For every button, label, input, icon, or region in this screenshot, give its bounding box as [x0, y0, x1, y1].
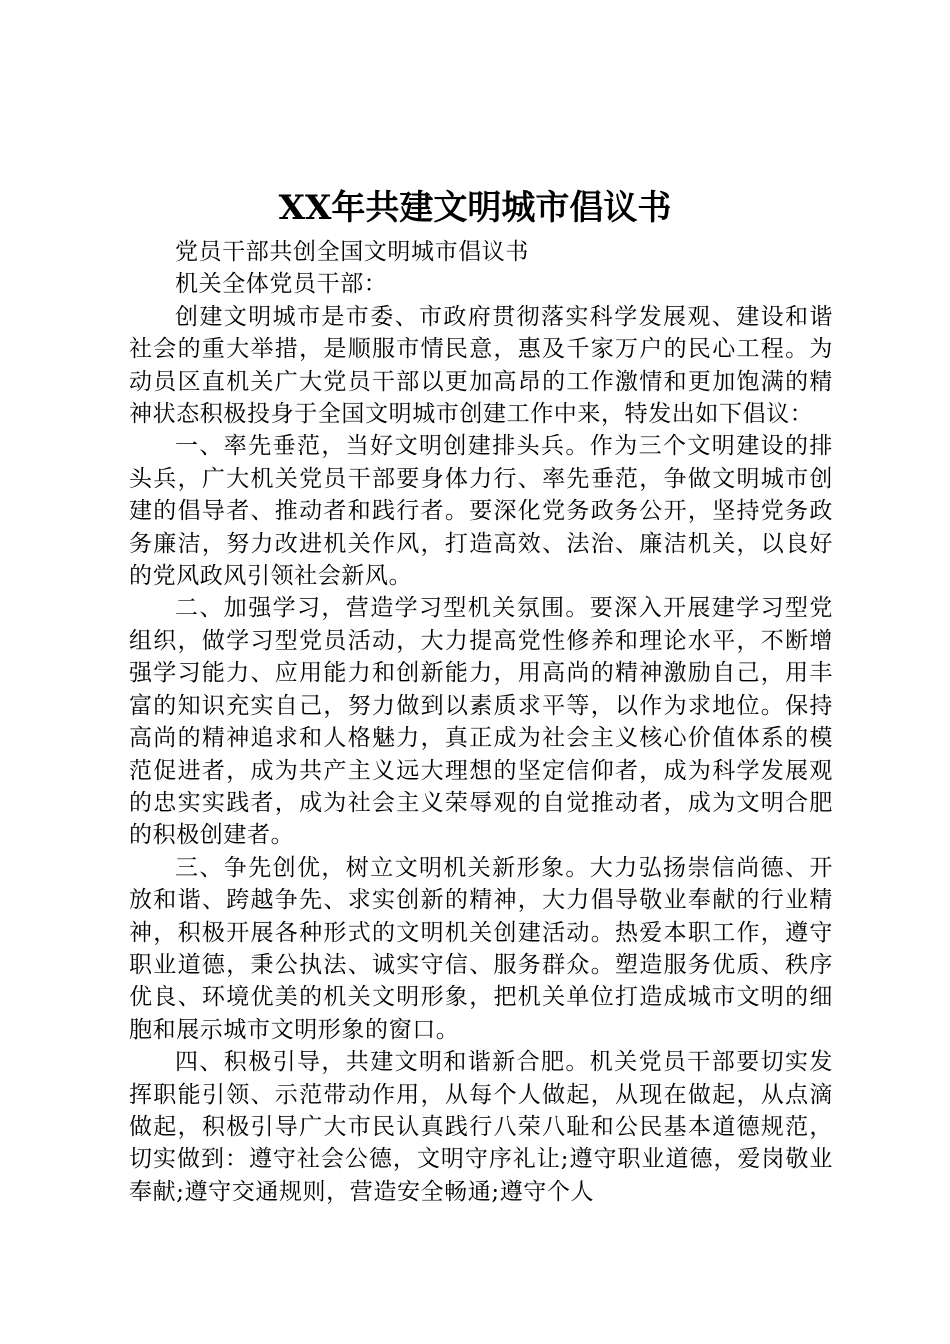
- document-body: [129, 236, 833, 1208]
- paragraph-intro: 创建文明城市是市委、市政府贯彻落实科学发展观、建设和谐社会的重大举措，是顺服市情民意，惠及千家万户的民心工程。为动员区直机关广大党员干部以更加高昂的工作激情和更加饱满的精神状态积极投身于全国文明城市创建工作中来，特发出如下倡议：: [129, 303, 833, 428]
- paragraph-point-3: 三、争先创优，树立文明机关新形象。大力弘扬崇信尚德、开放和谐、跨越争先、求实创新的精神，大力倡导敬业奉献的行业精神，积极开展各种形式的文明机关创建活动。热爱本职工作，遵守职业道德，秉公执法、诚实守信、服务群众。塑造服务优质、秩序优良、环境优美的机关文明形象，把机关单位打造成城市文明的细胞和展示城市文明形象的窗口。: [129, 854, 833, 1043]
- document-subtitle: 党员干部共创全国文明城市倡议书: [175, 239, 529, 265]
- paragraph-point-4: 四、积极引导，共建文明和谐新合肥。机关党员干部要切实发挥职能引领、示范带动作用，从每个人做起，从现在做起，从点滴做起，积极引导广大市民认真践行八荣八耻和公民基本道德规范，切实做到：遵守社会公德，文明守序礼让;遵守职业道德，爱岗敬业奉献;遵守交通规则，营造安全畅通;遵守个人: [129, 1049, 833, 1205]
- paragraph-point-1: 一、率先垂范，当好文明创建排头兵。作为三个文明建设的排头兵，广大机关党员干部要身体力行、率先垂范，争做文明城市创建的倡导者、推动者和践行者。要深化党务政务公开，坚持党务政务廉洁，努力改进机关作风，打造高效、法治、廉洁机关，以良好的党风政风引领社会新风。: [129, 433, 833, 590]
- salutation: 机关全体党员干部：: [175, 271, 388, 298]
- paragraph-point-2: 二、加强学习，营造学习型机关氛围。要深入开展建学习型党组织，做学习型党员活动，大力提高党性修养和理论水平，不断增强学习能力、应用能力和创新能力，用高尚的精神激励自己，用丰富的知识充实自己，努力做到以素质求平等，以作为求地位。保持高尚的精神追求和人格魅力，真正成为社会主义核心价值体系的模范促进者，成为共产主义远大理想的坚定信仰者，成为科学发展观的忠实实践者，成为社会主义荣辱观的自觉推动者，成为文明合肥的积极创建者。: [129, 595, 833, 849]
- document-title: XX年共建文明城市倡议书: [278, 188, 672, 228]
